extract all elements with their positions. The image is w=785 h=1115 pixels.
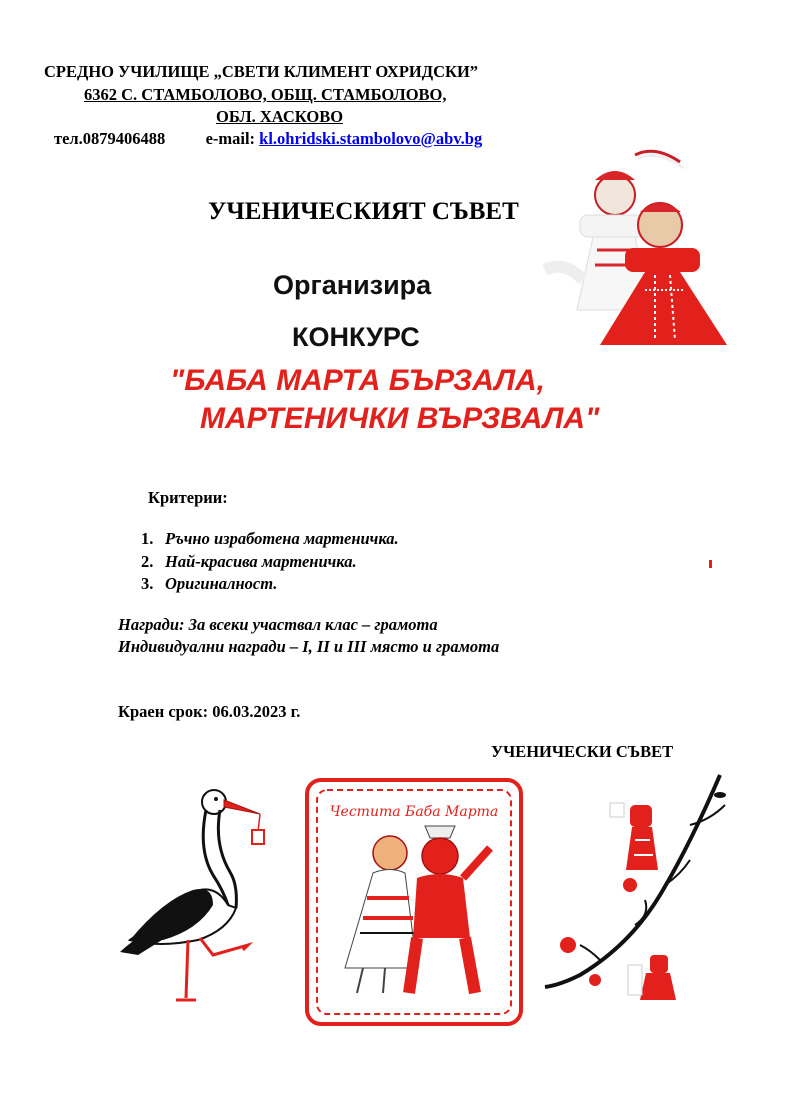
- banner-organizes: Организира: [273, 270, 432, 300]
- list-item: 1. Ръчно изработена мартеничка.: [141, 529, 399, 548]
- email-link[interactable]: kl.ohridski.stambolovo@abv.bg: [259, 129, 483, 148]
- list-item: 2. Най-красива мартеничка.: [141, 551, 357, 571]
- awards-line2: Индивидуални награди – I, II и III място и грамота: [118, 637, 500, 656]
- criteria-heading: Критерии:: [148, 488, 228, 507]
- banner-contest-name-line2: МАРТЕНИЧКИ ВЪРЗВАЛА": [200, 402, 600, 435]
- council-title: УЧЕНИЧЕСКИЯТ СЪВЕТ: [208, 198, 519, 225]
- banner-contest: КОНКУРС: [292, 322, 420, 352]
- deadline: Краен срок: 06.03.2023 г.: [118, 702, 301, 721]
- card-caption: Честита Баба Марта: [329, 804, 499, 820]
- phone-number: тел.0879406488: [54, 129, 166, 148]
- email-label: e-mail:: [205, 129, 256, 148]
- awards-line1: Награди: За всеки участвал клас – грамота: [118, 615, 438, 634]
- school-address-line1: 6362 С. СТАМБОЛОВО, ОБЩ. СТАМБОЛОВО,: [84, 85, 447, 104]
- signature: УЧЕНИЧЕСКИ СЪВЕТ: [491, 742, 674, 761]
- stork-image: [118, 780, 268, 1010]
- contact-line: [54, 129, 482, 149]
- baba-marta-card-image: [305, 778, 523, 1026]
- martenitsa-dolls-image: [505, 140, 735, 365]
- banner-contest-name-line1: "БАБА МАРТА БЪРЗАЛА,: [170, 364, 545, 397]
- martenitsa-branch-image: [540, 765, 730, 1005]
- decorative-mark: [709, 560, 712, 568]
- criteria-list: [141, 529, 399, 597]
- school-name: СРЕДНО УЧИЛИЩЕ „СВЕТИ КЛИМЕНТ ОХРИДСКИ”: [44, 62, 479, 81]
- school-address-line2: ОБЛ. ХАСКОВО: [216, 107, 344, 126]
- list-item: 3. Оригиналност.: [141, 574, 278, 593]
